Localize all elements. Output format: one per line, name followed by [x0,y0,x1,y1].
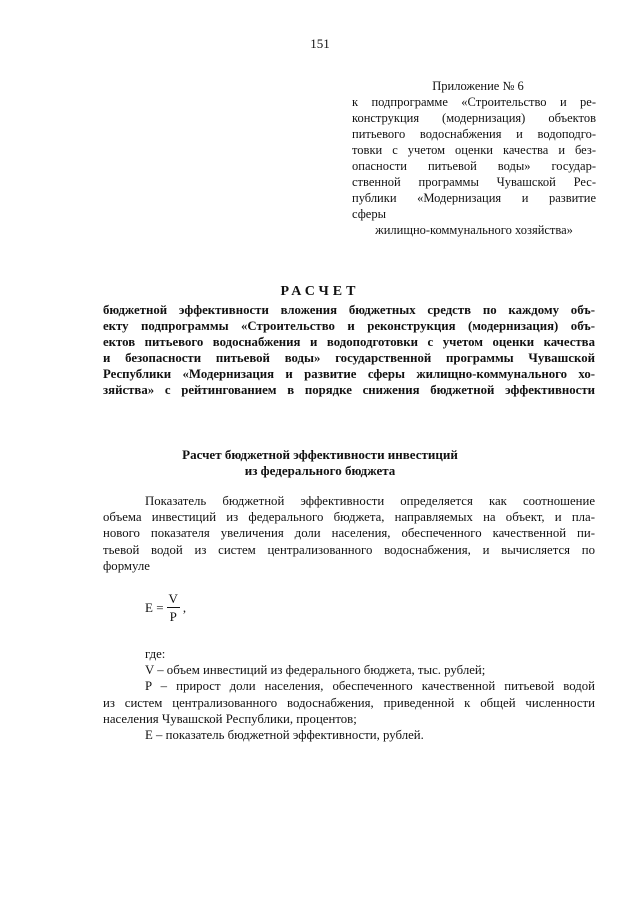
body-paragraph [103,493,595,574]
section-title-line: из федерального бюджета [244,463,396,478]
formula-suffix: , [182,599,187,615]
appendix-line: питьевого водоснабжения и водоподго- [352,127,596,141]
definition-e: E – показатель бюджетной эффективности, рублей. [145,728,424,743]
formula-lhs: E = [145,599,164,615]
paragraph-line: объема инвестиций из федерального бюджета, направляемых на объект, и пла- [103,510,595,525]
definition-v: V – объем инвестиций из федерального бюджета, тыс. рублей; [145,663,486,678]
section-title-line: Расчет бюджетной эффективности инвестиций [182,447,458,462]
appendix-line: ственной программы Чувашской Рес- [352,175,596,189]
paragraph-line: тьевой водой из систем централизованного водоснабжения, и вычисляется по [103,542,595,557]
document-title [103,302,595,398]
formula-denominator: P [169,609,177,624]
section-title [0,447,640,479]
page-number: 151 [310,36,330,51]
appendix-line: жилищно-коммунального хозяйства» [375,223,573,237]
definition-p-continued: из систем централизованного водоснабжения, приведенной к общей численности [103,695,595,710]
title-line: екту подпрограммы «Строительство и реконструкция (модернизация) объ- [103,319,595,333]
formula-fraction [167,591,180,624]
title-line: зяйства» с рейтингованием в порядке снижения бюджетной эффективности [103,383,595,397]
appendix-line: сферы [352,207,386,221]
paragraph-line: формуле [103,558,150,573]
paragraph-line: Показатель бюджетной эффективности определяется как соотношение [145,494,595,508]
definitions-intro: где: [145,647,166,661]
formula [145,591,186,624]
appendix-line: опасности питьевой воды» государ- [352,159,596,173]
appendix-line: конструкция (модернизация) объектов [352,111,596,125]
appendix-line: к подпрограмме «Строительство и ре- [352,95,596,109]
appendix-line: товки с учетом оценки качества и без- [352,143,596,157]
appendix-block [352,78,596,238]
definitions-block [103,646,595,743]
definition-p-continued: населения Чувашской Республики, процентов; [103,711,357,726]
title-line: ектов питьевого водоснабжения и водоподготовки с учетом оценки качества [103,335,595,349]
formula-numerator: V [168,591,178,606]
title-line: бюджетной эффективности вложения бюджетных средств по каждому объ- [103,303,595,317]
paragraph-line: нового показателя увеличения доли населения, обеспеченного качественной пи- [103,526,595,541]
definition-p: P – прирост доли населения, обеспеченного качественной питьевой водой [145,679,595,694]
document-heading: РАСЧЕТ [280,284,360,299]
title-line: и безопасности питьевой воды» государственной программы Чувашской [103,351,595,365]
title-line: Республики «Модернизация и развитие сферы жилищно-коммунального хо- [103,367,595,381]
appendix-line: публики «Модернизация и развитие [352,191,596,205]
appendix-title: Приложение № 6 [432,79,524,93]
